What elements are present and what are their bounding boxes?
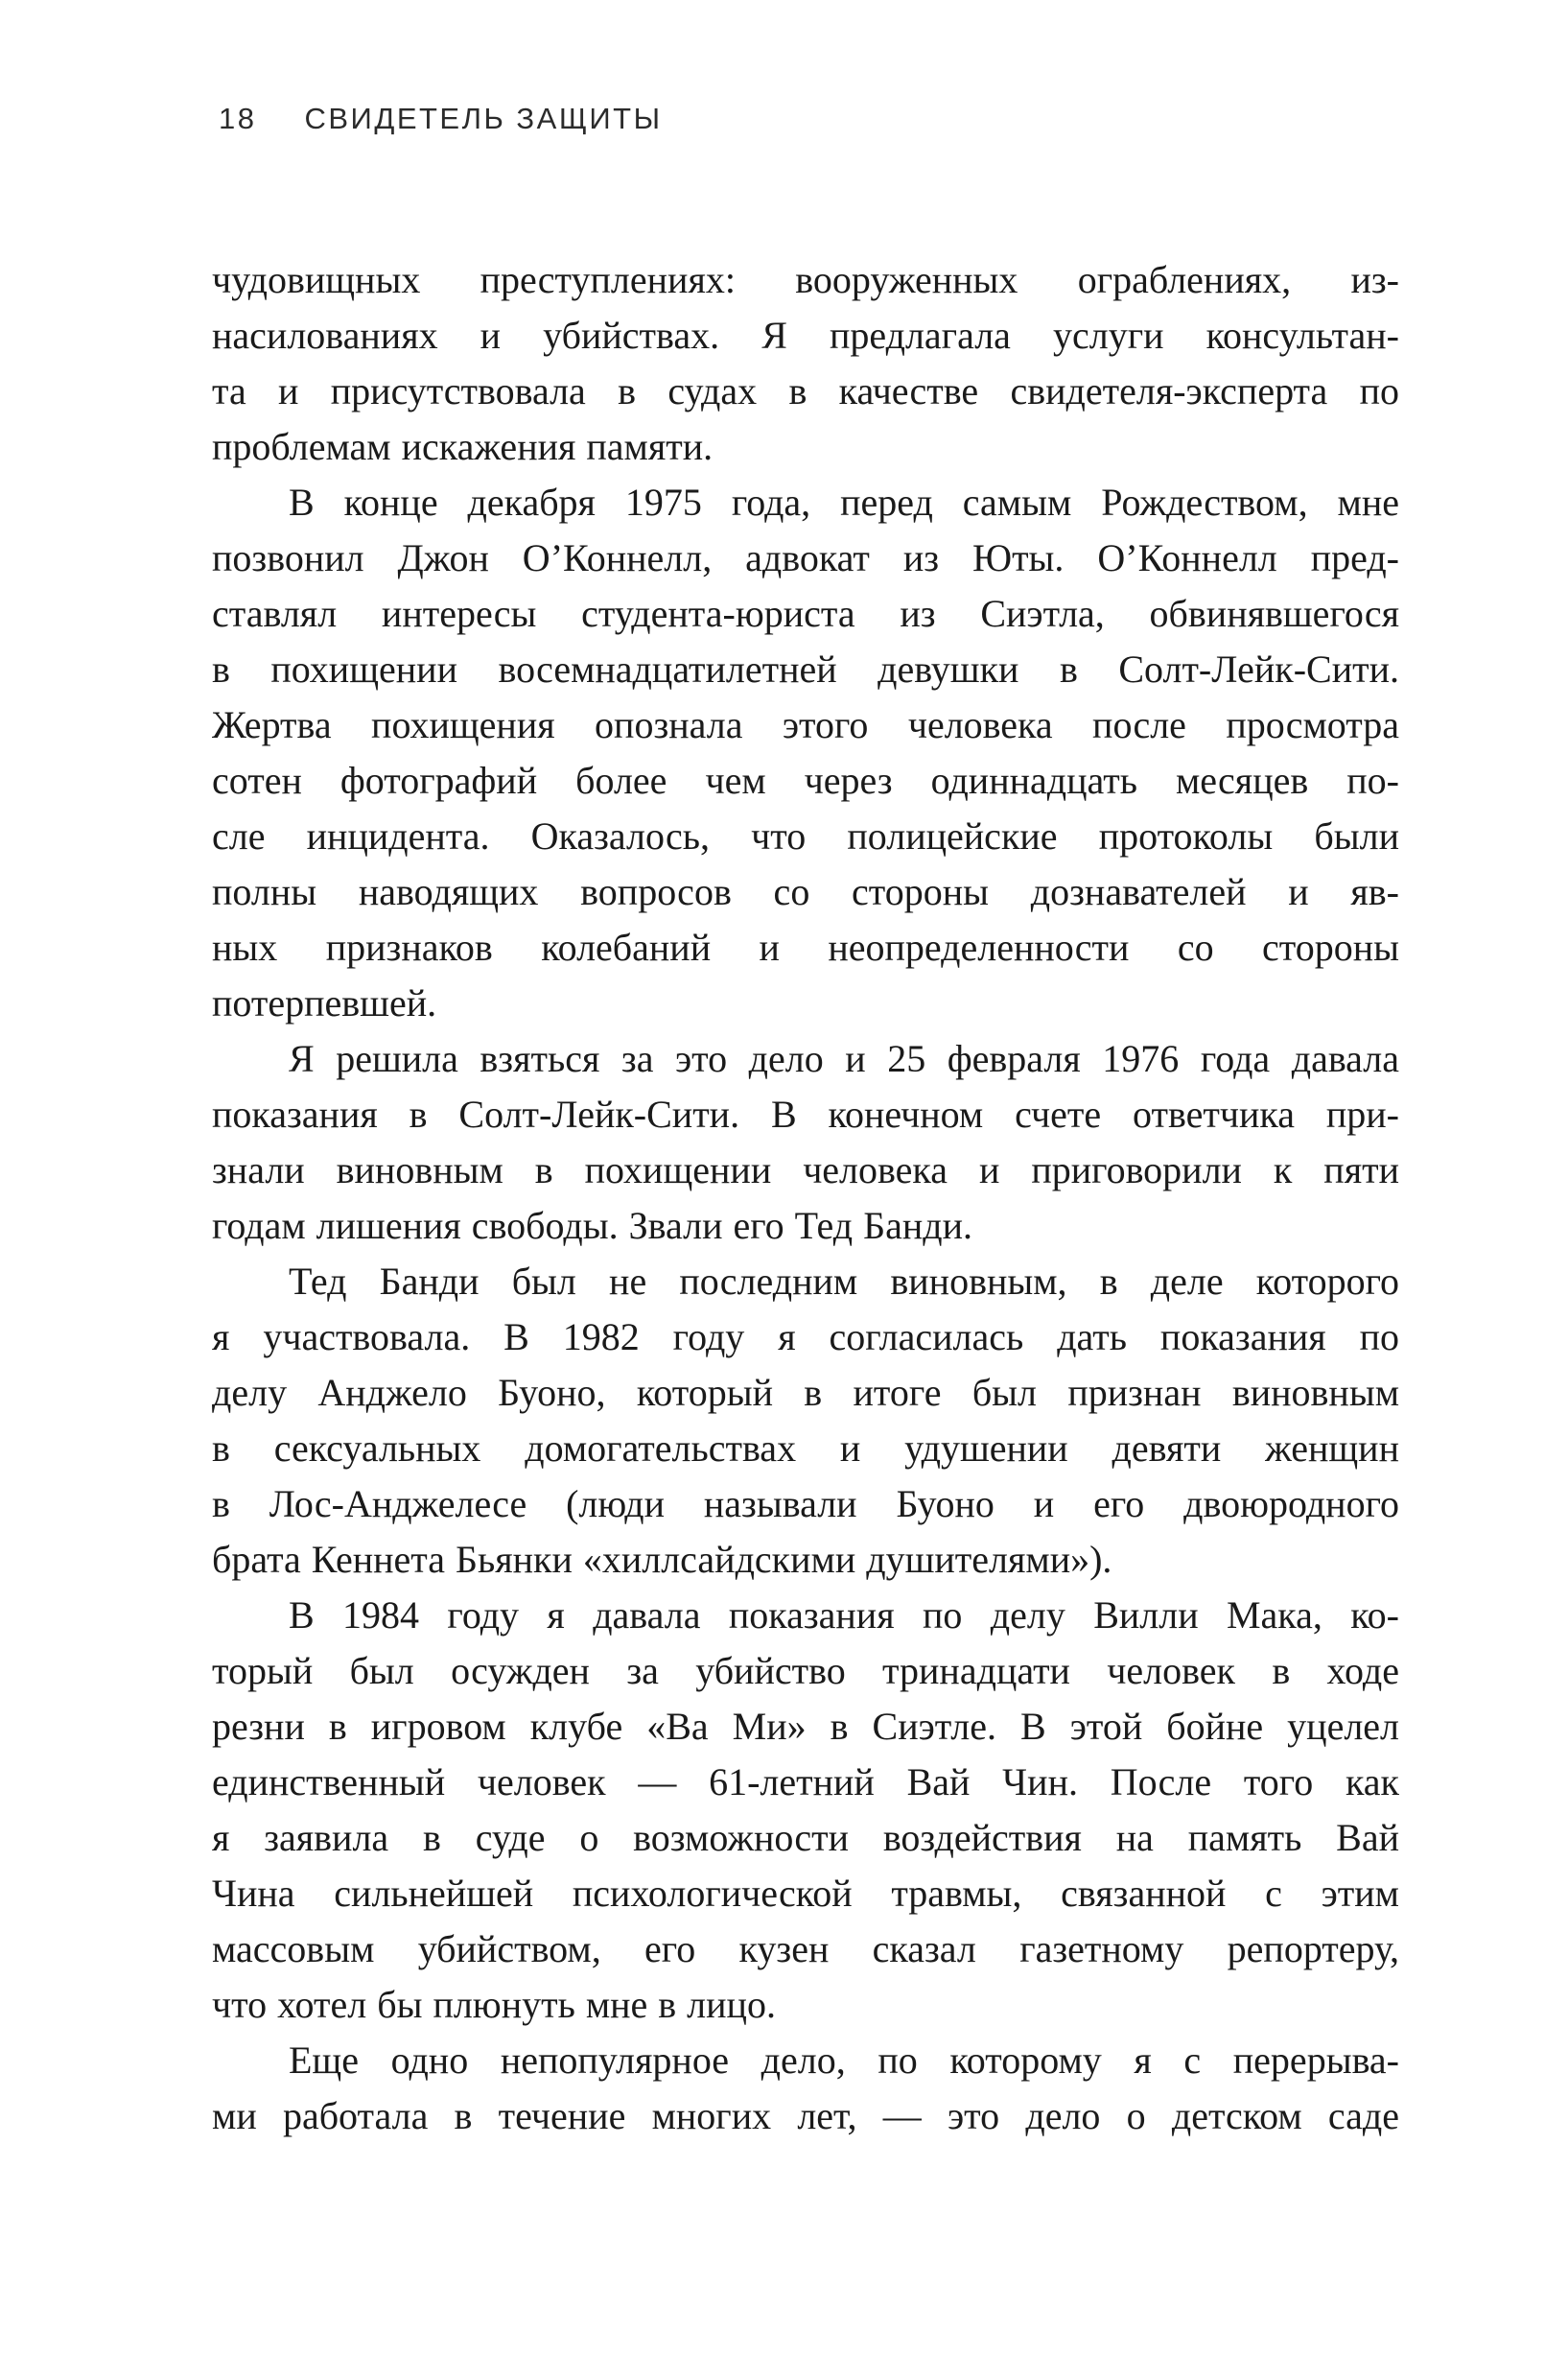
text-line: делу Анджело Буоно, который в итоге был признан виновным — [212, 1371, 1399, 1414]
text-line: проблемам искажения памяти. — [212, 425, 714, 468]
text-line: резни в игровом клубе «Ва Ми» в Сиэтле. В этой бойне уцелел — [212, 1705, 1399, 1748]
body-text — [212, 252, 1399, 2144]
text-line: в похищении восемнадцатилетней девушки в Солт-Лейк-Сити. — [212, 648, 1399, 691]
text-line: потерпевшей. — [212, 981, 437, 1025]
text-line: сле инцидента. Оказалось, что полицейские протоколы были — [212, 814, 1399, 858]
text-line: что хотел бы плюнуть мне в лицо. — [212, 1983, 776, 2026]
text-line: Чина сильнейшей психологической травмы, связанной с этим — [212, 1872, 1399, 1915]
page-header — [219, 104, 663, 133]
text-line: я заявила в суде о возможности воздействия на память Вай — [212, 1816, 1399, 1859]
text-line: торый был осужден за убийство тринадцати человек в ходе — [212, 1649, 1399, 1692]
text-line: брата Кеннета Бьянки «хиллсайдскими душителями»). — [212, 1538, 1112, 1581]
text-line: годам лишения свободы. Звали его Тед Банди. — [212, 1204, 973, 1247]
text-line: Еще одно непопулярное дело, по которому я с перерыва- — [289, 2038, 1399, 2082]
text-line: Тед Банди был не последним виновным, в деле которого — [289, 1260, 1399, 1303]
text-line: Я решила взяться за это дело и 25 февраля 1976 года давала — [289, 1037, 1399, 1080]
text-line: ставлял интересы студента-юриста из Сиэтла, обвинявшегося — [212, 592, 1399, 635]
text-line: в Лос-Анджелесе (люди называли Буоно и его двоюродного — [212, 1482, 1399, 1525]
text-line: показания в Солт-Лейк-Сити. В конечном счете ответчика при- — [212, 1093, 1399, 1136]
page-number: 18 — [219, 102, 257, 135]
text-line: ми работала в течение многих лет, — это дело о детском саде — [212, 2094, 1399, 2137]
text-line: ных признаков колебаний и неопределенности со стороны — [212, 926, 1399, 969]
text-line: насилованиях и убийствах. Я предлагала услуги консультан- — [212, 314, 1399, 357]
text-line: единственный человек — 61-летний Вай Чин. После того как — [212, 1760, 1399, 1803]
text-line: знали виновным в похищении человека и приговорили к пяти — [212, 1148, 1399, 1191]
text-line: сотен фотографий более чем через одиннадцать месяцев по- — [212, 759, 1399, 802]
text-line: В 1984 году я давала показания по делу Вилли Мака, ко- — [289, 1593, 1399, 1637]
running-title: СВИДЕТЕЛЬ ЗАЩИТЫ — [304, 102, 663, 135]
text-line: чудовищных преступлениях: вооруженных ограблениях, из- — [212, 258, 1399, 301]
text-line: полны наводящих вопросов со стороны дознавателей и яв- — [212, 870, 1399, 913]
text-line: та и присутствовала в судах в качестве свидетеля-эксперта по — [212, 369, 1399, 412]
text-line: Жертва похищения опознала этого человека после просмотра — [212, 703, 1399, 746]
text-line: В конце декабря 1975 года, перед самым Рождеством, мне — [289, 481, 1399, 524]
text-line: я участвовала. В 1982 году я согласилась дать показания по — [212, 1315, 1399, 1358]
text-line: массовым убийством, его кузен сказал газетному репортеру, — [212, 1927, 1399, 1970]
text-line: в сексуальных домогательствах и удушении девяти женщин — [212, 1426, 1399, 1470]
text-line: позвонил Джон О’Коннелл, адвокат из Юты. О’Коннелл пред- — [212, 536, 1399, 579]
